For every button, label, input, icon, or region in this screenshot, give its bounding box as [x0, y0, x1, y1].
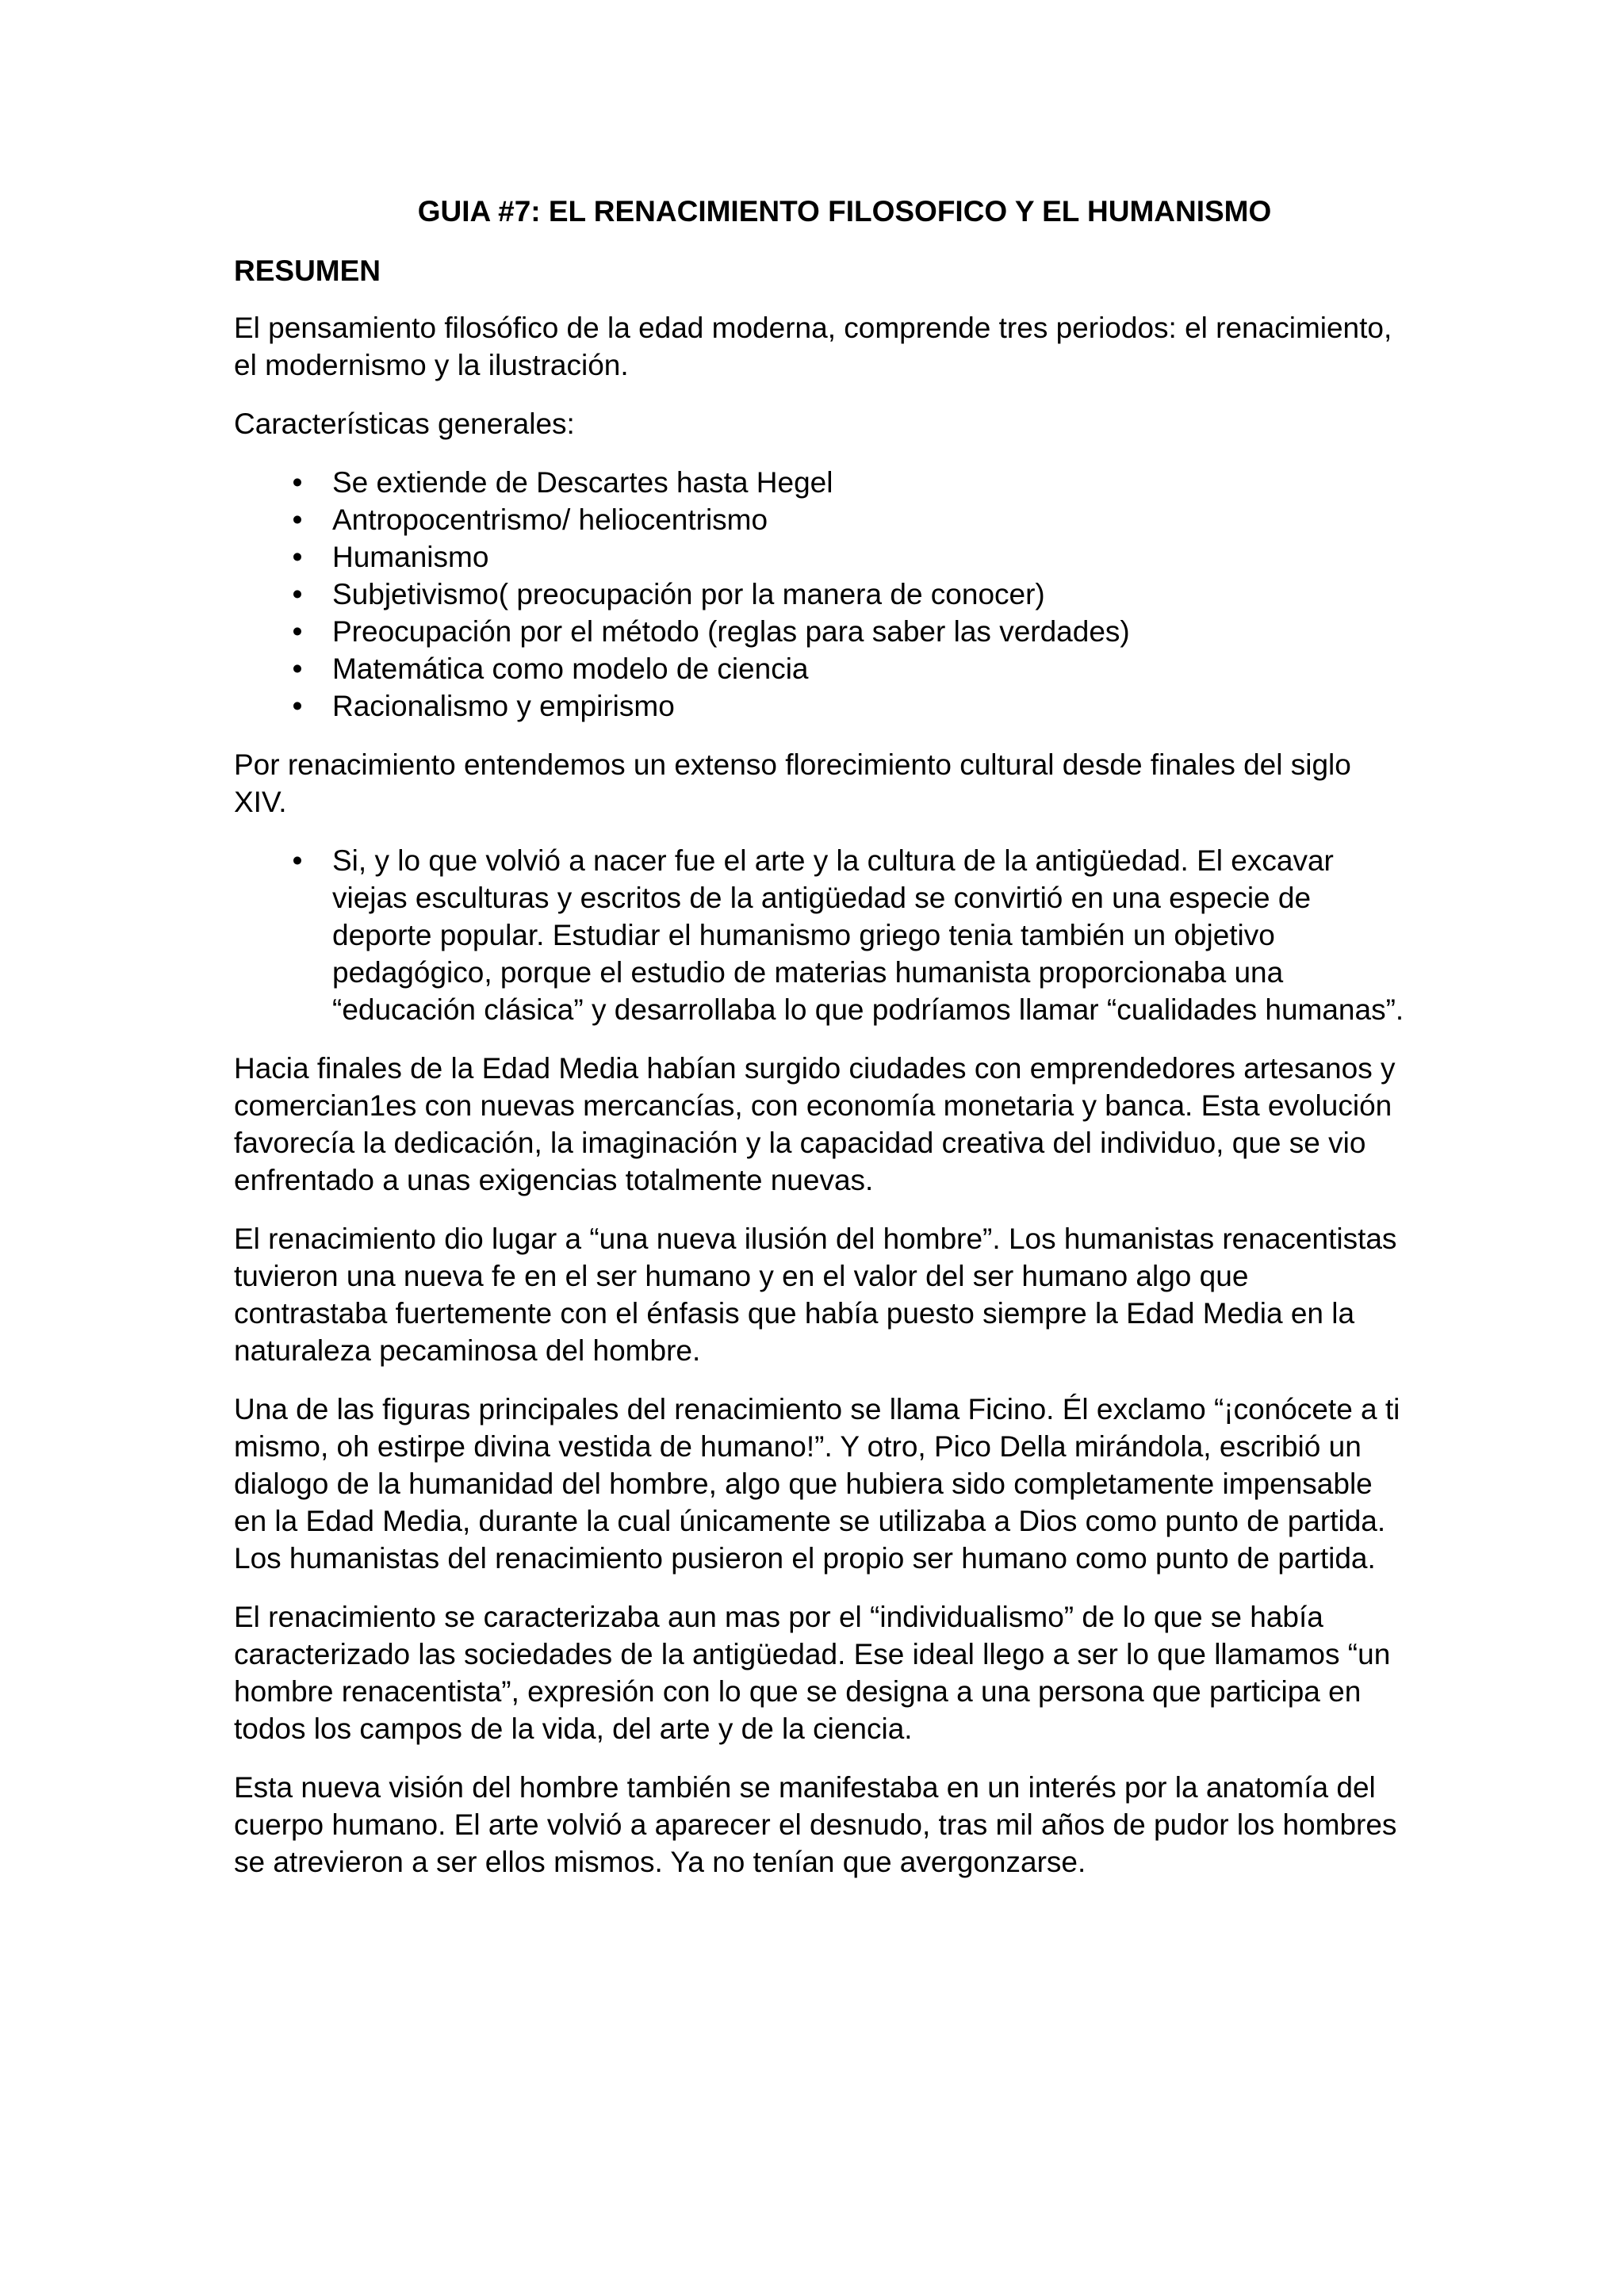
features-label: Características generales: — [234, 408, 575, 440]
list-item — [234, 687, 1408, 725]
body-paragraph: Una de las figuras principales del renacimiento se llama Ficino. Él exclamo “¡conócete a ti mismo, oh estirpe divina vestida de humano!”. Y otro, Pico Della mirándola, escribió un dialogo de la humanidad del hombre, algo que hubiera sido completamente impensable en la Edad Media, durante la cual únicamente se utilizaba a Dios como punto de partida. Los humanistas del renacimiento pusieron el propio ser humano como punto de partida. — [234, 1393, 1400, 1575]
bullet-icon: • — [292, 466, 303, 499]
list-item-text: Matemática como modelo de ciencia — [332, 652, 809, 685]
list-item — [234, 464, 1408, 501]
document-page — [234, 193, 1408, 1902]
body-paragraph: Esta nueva visión del hombre también se manifestaba en un interés por la anatomía del cuerpo humano. El arte volvió a aparecer el desnudo, tras mil años de pudor los hombres se atrevieron a ser ellos mismos. Ya no tenían que avergonzarse. — [234, 1771, 1397, 1878]
body-paragraph: Hacia finales de la Edad Media habían surgido ciudades con emprendedores artesanos y comercian1es con nuevas mercancías, con economía monetaria y banca. Esta evolución favorecía la dedicación, la imaginación y la capacidad creativa del individuo, que se vio enfrentado a unas exigencias totalmente nuevas. — [234, 1052, 1396, 1196]
document-title: GUIA #7: EL RENACIMIENTO FILOSOFICO Y EL HUMANISMO — [417, 195, 1272, 228]
list-item — [234, 842, 1408, 1028]
section-heading-resumen: RESUMEN — [234, 254, 381, 287]
bullet-icon: • — [292, 503, 303, 536]
list-item-text: Preocupación por el método (reglas para saber las verdades) — [332, 615, 1130, 648]
list-item-text: Humanismo — [332, 541, 489, 573]
list-item-text: Se extiende de Descartes hasta Hegel — [332, 466, 833, 499]
list-item-text: Racionalismo y empirismo — [332, 690, 675, 722]
intro-paragraph: El pensamiento filosófico de la edad moderna, comprende tres periodos: el renacimiento, el modernismo y la ilustración. — [234, 312, 1392, 381]
renaissance-list — [234, 842, 1408, 1028]
bullet-icon: • — [292, 541, 303, 573]
list-item-text: Si, y lo que volvió a nacer fue el arte y la cultura de la antigüedad. El excavar viejas esculturas y escritos de la antigüedad se convirtió en una especie de deporte popular. Estudiar el humanismo griego tenia también un objetivo pedagógico, porque el estudio de materias humanista proporcionaba una “educación clásica” y desarrollaba lo que podríamos llamar “cualidades humanas”. — [332, 844, 1404, 1026]
bullet-icon: • — [292, 578, 303, 610]
renaissance-definition-paragraph: Por renacimiento entendemos un extenso florecimiento cultural desde finales del siglo XIV. — [234, 748, 1351, 818]
list-item — [234, 501, 1408, 538]
list-item — [234, 613, 1408, 650]
list-item-text: Antropocentrismo/ heliocentrismo — [332, 503, 768, 536]
list-item — [234, 576, 1408, 613]
list-item — [234, 538, 1408, 576]
bullet-icon: • — [292, 690, 303, 722]
list-item-text: Subjetivismo( preocupación por la manera de conocer) — [332, 578, 1045, 610]
body-paragraph: El renacimiento dio lugar a “una nueva ilusión del hombre”. Los humanistas renacentistas tuvieron una nueva fe en el ser humano y en el valor del ser humano algo que contrastaba fuertemente con el énfasis que había puesto siempre la Edad Media en la naturaleza pecaminosa del hombre. — [234, 1223, 1397, 1367]
bullet-icon: • — [292, 652, 303, 685]
list-item — [234, 650, 1408, 687]
body-paragraph: El renacimiento se caracterizaba aun mas por el “individualismo” de lo que se había caracterizado las sociedades de la antigüedad. Ese ideal llego a ser lo que llamamos “un hombre renacentista”, expresión con lo que se designa a una persona que participa en todos los campos de la vida, del arte y de la ciencia. — [234, 1601, 1391, 1745]
features-list — [234, 464, 1408, 725]
bullet-icon: • — [292, 615, 303, 648]
bullet-icon: • — [292, 844, 303, 877]
